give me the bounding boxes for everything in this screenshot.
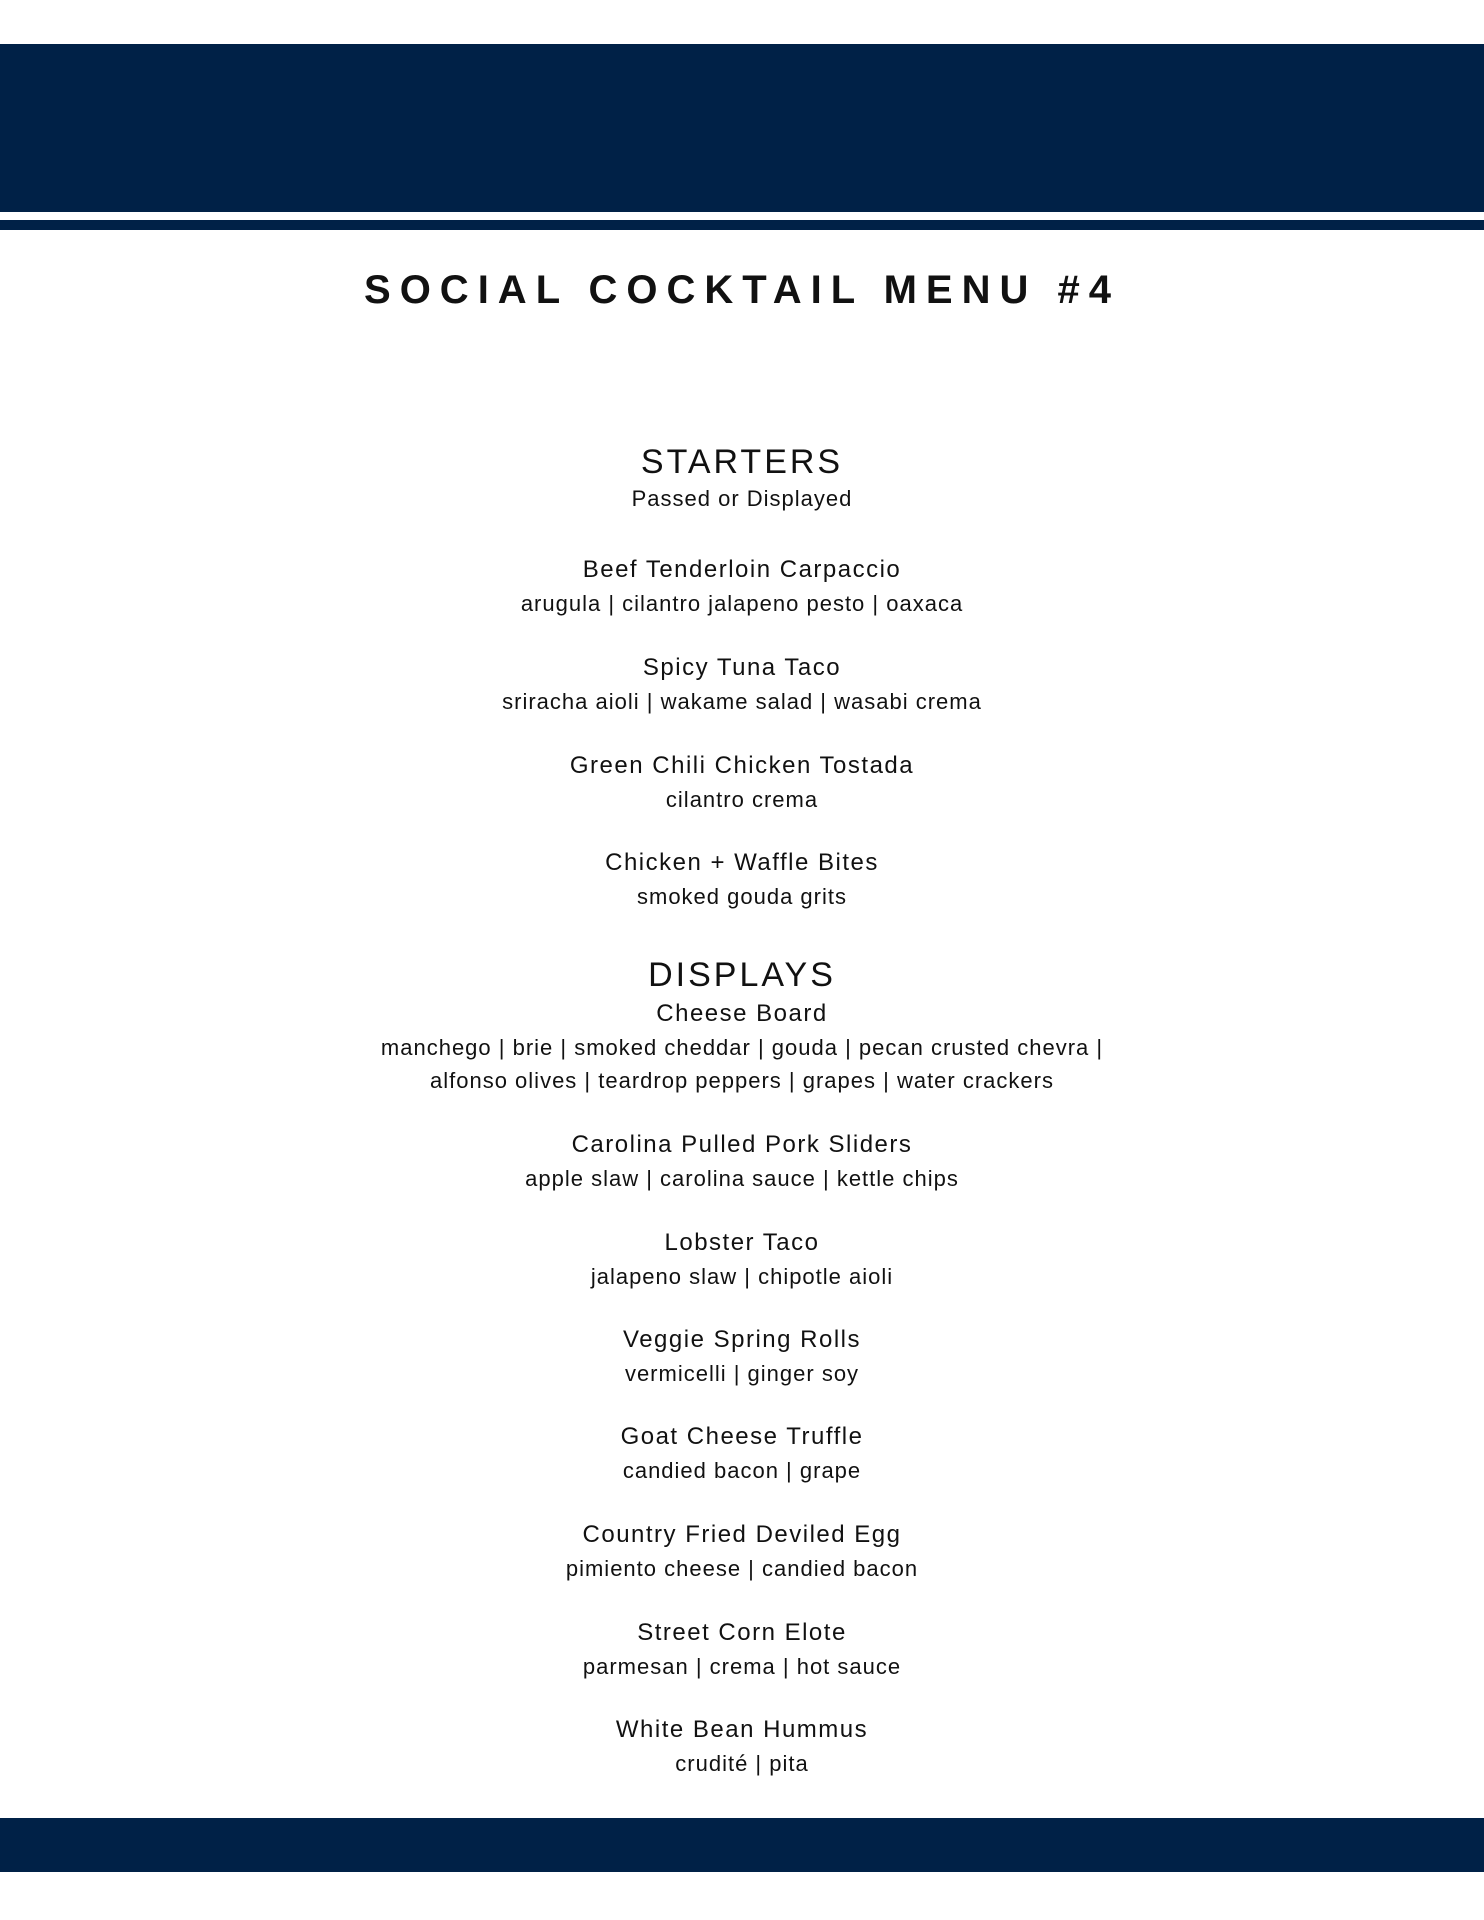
menu-item-name: Beef Tenderloin Carpaccio xyxy=(582,556,902,583)
menu-item-desc: pimiento cheese | candied bacon xyxy=(565,1556,919,1581)
menu-item-name: Lobster Taco xyxy=(664,1229,820,1256)
footer-band xyxy=(0,1818,1484,1872)
menu-item-name: Chicken + Waffle Bites xyxy=(605,849,879,876)
menu-item-desc: alfonso olives | teardrop peppers | grapes | water crackers xyxy=(430,1068,1054,1093)
menu-item-desc: parmesan | crema | hot sauce xyxy=(582,1654,902,1679)
menu-item-name: Goat Cheese Truffle xyxy=(620,1423,864,1450)
menu-item-desc: arugula | cilantro jalapeno pesto | oaxaca xyxy=(520,591,964,616)
menu-item-desc: sriracha aioli | wakame salad | wasabi crema xyxy=(502,689,982,714)
menu-title: SOCIAL COCKTAIL MENU #4 xyxy=(364,268,1120,312)
menu-item-desc: manchego | brie | smoked cheddar | gouda | pecan crusted chevra | xyxy=(380,1035,1104,1060)
starters-heading: STARTERS xyxy=(640,443,844,481)
menu-item-name: Street Corn Elote xyxy=(637,1619,847,1646)
menu-item-name: Carolina Pulled Pork Sliders xyxy=(571,1131,913,1158)
menu-item-desc: cilantro crema xyxy=(665,787,819,812)
menu-item-desc: smoked gouda grits xyxy=(637,884,847,909)
menu-item-desc: vermicelli | ginger soy xyxy=(624,1361,860,1386)
menu-item-desc: crudité | pita xyxy=(675,1751,809,1776)
menu-item-name: Country Fried Deviled Egg xyxy=(582,1521,902,1548)
menu-item-name: Green Chili Chicken Tostada xyxy=(569,752,915,779)
menu-item-name: Veggie Spring Rolls xyxy=(623,1326,861,1353)
displays-heading: DISPLAYS xyxy=(648,956,836,994)
menu-item-desc: jalapeno slaw | chipotle aioli xyxy=(590,1264,894,1289)
menu-item-name: White Bean Hummus xyxy=(615,1716,869,1743)
menu-item-desc: candied bacon | grape xyxy=(622,1458,862,1483)
menu-item-name: Cheese Board xyxy=(656,1000,828,1027)
menu-item-name: Spicy Tuna Taco xyxy=(642,654,842,681)
menu-item-desc: apple slaw | carolina sauce | kettle chips xyxy=(525,1166,959,1191)
header-band xyxy=(0,44,1484,212)
header-stripe xyxy=(0,220,1484,230)
starters-subtitle: Passed or Displayed xyxy=(631,486,853,511)
